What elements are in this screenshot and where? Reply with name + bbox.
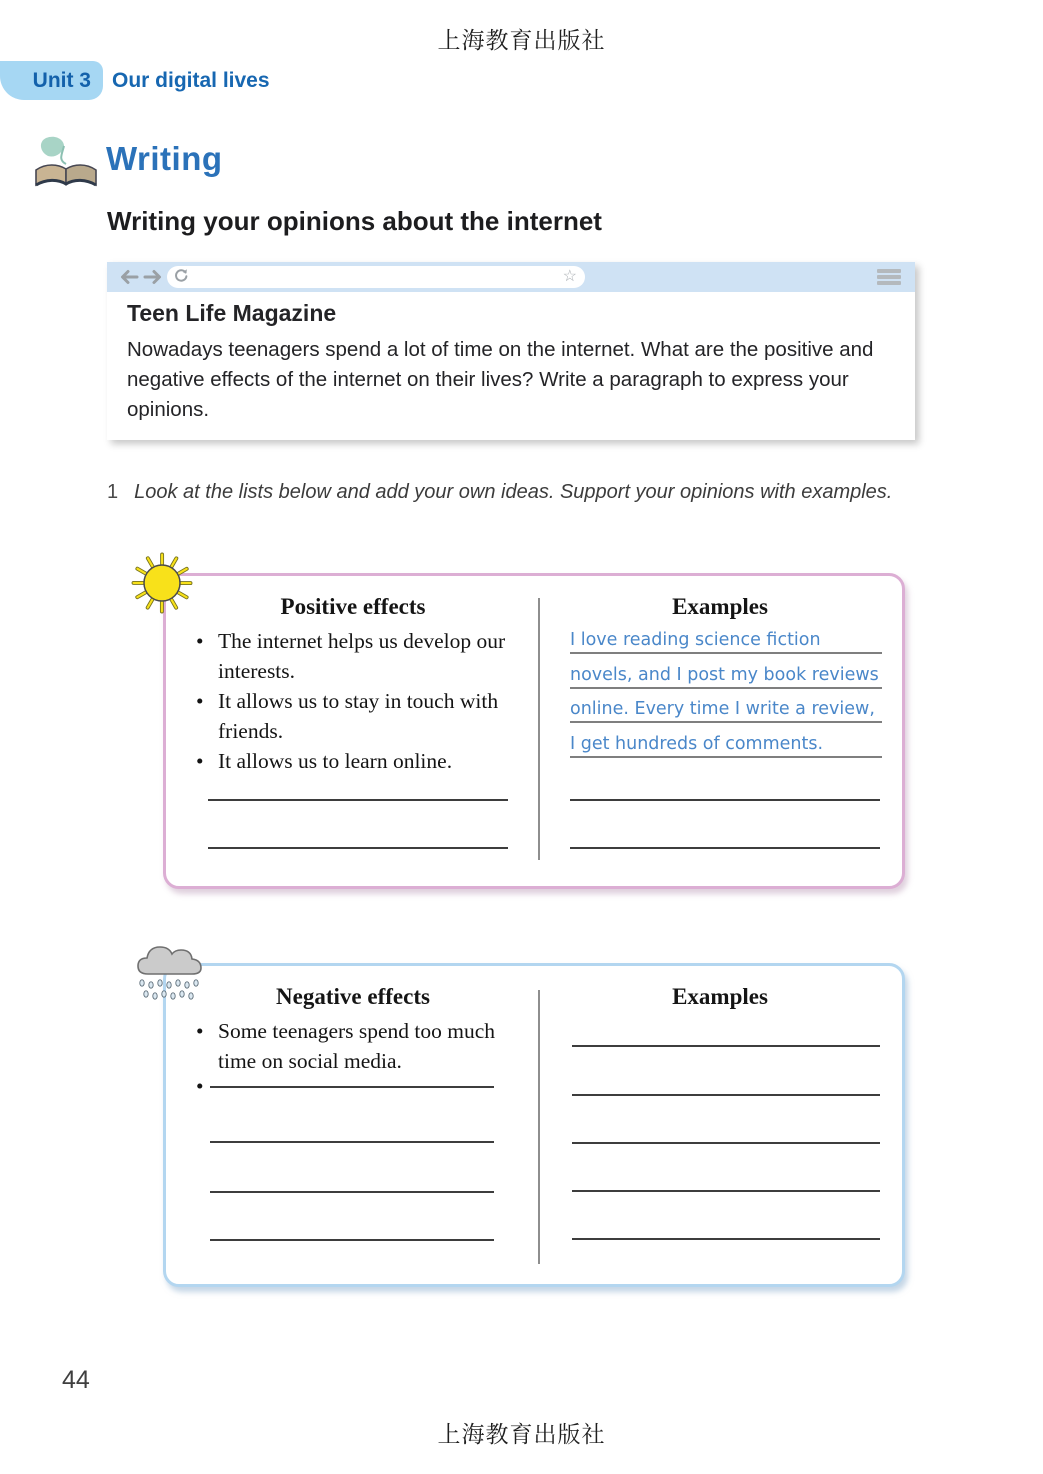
write-line[interactable] xyxy=(210,1191,494,1193)
unit-title: Our digital lives xyxy=(112,68,270,92)
task-number: 1 xyxy=(107,481,119,503)
magazine-body: Nowadays teenagers spend a lot of time on the internet. What are the positive and negative effects of the internet on their lives? Write a paragraph to express your opinions. xyxy=(127,338,874,421)
write-line[interactable] xyxy=(572,1190,880,1192)
write-line[interactable] xyxy=(572,1094,880,1096)
negative-heading: Negative effects xyxy=(276,984,430,1009)
write-line[interactable] xyxy=(208,799,508,801)
address-bar[interactable] xyxy=(167,266,585,288)
handwritten-line: I get hundreds of comments. xyxy=(570,723,882,757)
write-line[interactable] xyxy=(572,1045,880,1047)
write-line[interactable] xyxy=(210,1086,494,1088)
back-button-icon[interactable] xyxy=(119,268,139,291)
handwritten-examples xyxy=(570,620,882,758)
positive-heading: Positive effects xyxy=(280,594,426,619)
section-title: Writing xyxy=(106,140,223,177)
task-instruction xyxy=(107,481,892,504)
task-text: Look at the lists below and add your own ideas. Support your opinions with examples. xyxy=(134,481,893,503)
unit-label: Unit 3 xyxy=(32,68,91,92)
sun-icon xyxy=(124,544,204,629)
write-line[interactable] xyxy=(572,1142,880,1144)
book-quill-icon xyxy=(28,134,104,195)
negative-effects-box xyxy=(163,963,905,1287)
positive-bullet-list xyxy=(192,626,522,776)
list-item: • It allows us to stay in touch with friends. xyxy=(196,689,499,743)
forward-button-icon[interactable] xyxy=(143,268,163,291)
negative-bullet-list xyxy=(192,1016,522,1076)
write-line[interactable] xyxy=(210,1239,494,1241)
negative-examples-heading: Examples xyxy=(672,984,768,1009)
refresh-icon[interactable] xyxy=(173,267,189,288)
publisher-footer: 上海教育出版社 xyxy=(437,1422,606,1448)
column-divider xyxy=(538,990,540,1264)
browser-content xyxy=(127,300,902,425)
rain-cloud-icon xyxy=(130,940,220,1019)
section-subtitle: Writing your opinions about the internet xyxy=(107,206,602,236)
list-item: • It allows us to learn online. xyxy=(196,749,453,773)
write-line[interactable] xyxy=(570,847,880,849)
browser-window xyxy=(107,262,915,440)
browser-toolbar xyxy=(107,262,915,292)
write-line[interactable] xyxy=(572,1238,880,1240)
publisher-header: 上海教育出版社 xyxy=(437,28,606,54)
handwritten-line: novels, and I post my book reviews xyxy=(570,654,882,688)
bookmark-star-icon[interactable]: ☆ xyxy=(562,268,577,285)
empty-bullet-dot: • xyxy=(196,1074,204,1098)
column-divider xyxy=(538,598,540,860)
write-line[interactable] xyxy=(210,1141,494,1143)
list-item: • The internet helps us develop our interests. xyxy=(196,629,506,683)
handwritten-line: I love reading science fiction xyxy=(570,620,882,654)
positive-examples-heading: Examples xyxy=(672,594,768,619)
page-number: 44 xyxy=(62,1366,90,1394)
menu-hamburger-icon[interactable] xyxy=(877,269,901,288)
handwritten-line: online. Every time I write a review, xyxy=(570,689,882,723)
positive-effects-box xyxy=(163,573,905,889)
list-item: • Some teenagers spend too much time on social media. xyxy=(196,1019,496,1073)
magazine-title: Teen Life Magazine xyxy=(127,300,337,326)
unit-tab xyxy=(0,61,103,100)
write-line[interactable] xyxy=(208,847,508,849)
write-line[interactable] xyxy=(570,799,880,801)
